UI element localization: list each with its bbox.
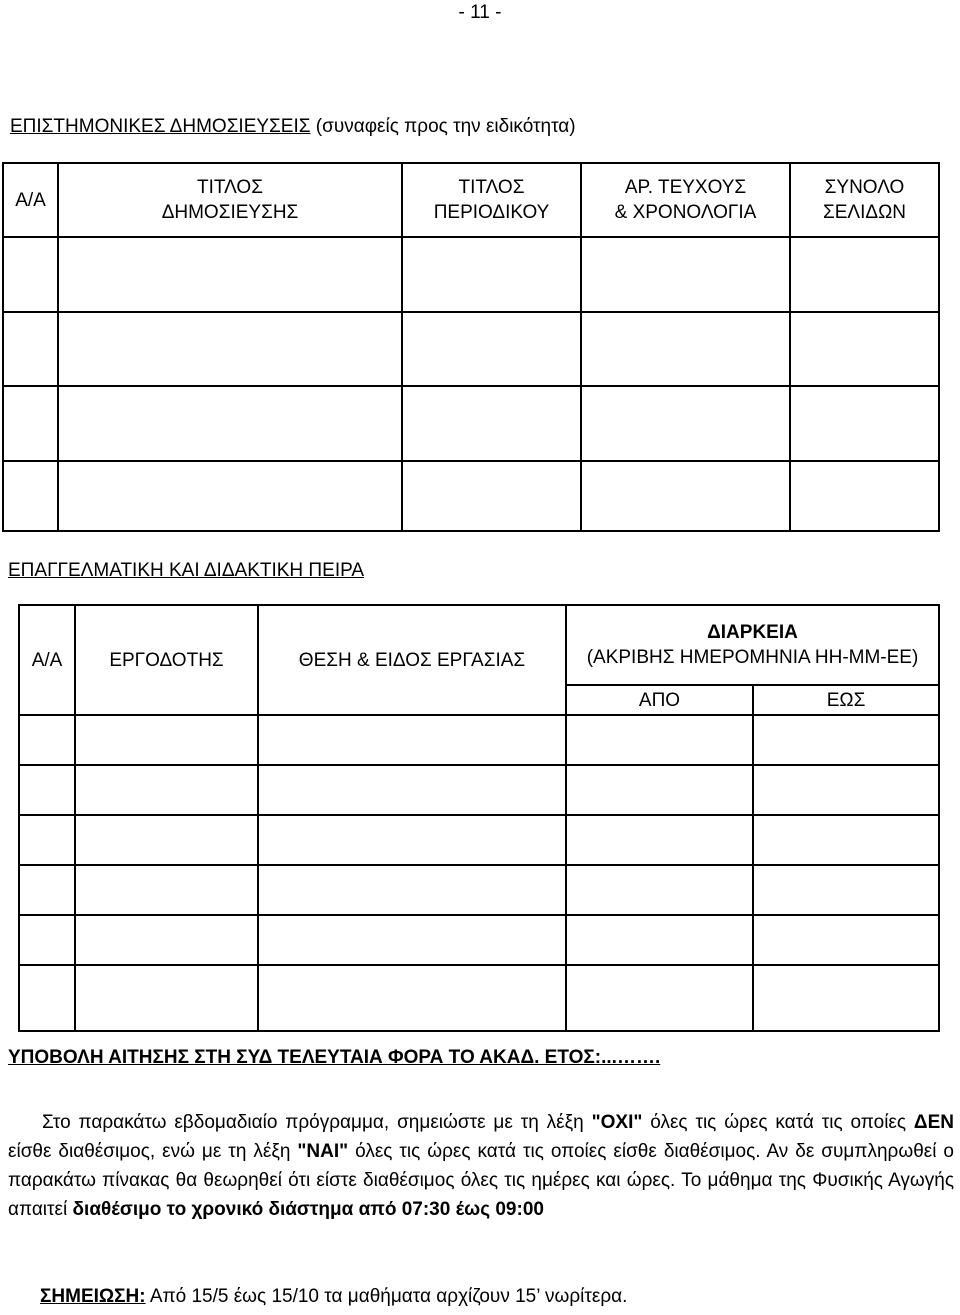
col-duration: ΔΙΑΡΚΕΙΑ (ΑΚΡΙΒΗΣ ΗΜΕΡΟΜΗΝΙΑ ΗΗ-ΜΜ-ΕΕ) [566, 605, 939, 685]
table-row[interactable] [3, 461, 939, 531]
publications-heading [10, 116, 576, 138]
publications-heading-title: ΕΠΙΣΤΗΜΟΝΙΚΕΣ ΔΗΜΟΣΙΕΥΣΕΙΣ [10, 116, 311, 137]
col-employer: ΕΡΓΟΔΟΤΗΣ [75, 605, 258, 715]
table-row[interactable] [19, 765, 939, 815]
note-label: ΣΗΜΕΙΩΣΗ: [40, 1286, 146, 1307]
no-word: "ΟΧΙ" [591, 1112, 643, 1133]
last-submission-label: ΥΠΟΒΟΛΗ ΑΙΤΗΣΗΣ ΣΤΗ ΣΥΔ ΤΕΛΕΥΤΑΙΑ ΦΟΡΑ ΤΟ ΑΚΑΔ. ΕΤΟΣ: [8, 1047, 602, 1068]
experience-heading: ΕΠΑΓΓΕΛΜΑΤΙΚΗ ΚΑΙ ΔΙΔΑΚΤΙΚΗ ΠΕΙΡΑ [8, 560, 365, 581]
table-row[interactable] [19, 915, 939, 965]
experience-header-row [19, 605, 939, 685]
note-text: Από 15/5 έως 15/10 τα μαθήματα αρχίζουν 15’ νωρίτερα. [145, 1286, 628, 1307]
col-total-pages: ΣΥΝΟΛΟ ΣΕΛΙΔΩΝ [790, 163, 939, 237]
table-row[interactable] [3, 237, 939, 312]
publications-header-row [3, 163, 939, 237]
table-row[interactable] [19, 965, 939, 1031]
note [40, 1286, 627, 1308]
table-row[interactable] [19, 715, 939, 765]
col-issue-date: ΑΡ. ΤΕΥΧΟΥΣ & ΧΡΟΝΟΛΟΓΙΑ [581, 163, 790, 237]
col-periodical-title: ΤΙΤΛΟΣ ΠΕΡΙΟΔΙΚΟΥ [402, 163, 581, 237]
table-row[interactable] [3, 386, 939, 461]
publications-heading-note: (συναφείς προς την ειδικότητα) [315, 116, 576, 137]
col-aa: Α/Α [3, 163, 58, 237]
availability-window: διαθέσιμο το χρονικό διάστημα από 07:30 έως 09:00 [72, 1199, 544, 1220]
experience-table [18, 604, 940, 1032]
table-row[interactable] [3, 312, 939, 386]
col-to: ΕΩΣ [753, 685, 939, 715]
col-aa: Α/Α [19, 605, 75, 715]
col-position: ΘΕΣΗ & ΕΙΔΟΣ ΕΡΓΑΣΙΑΣ [258, 605, 566, 715]
last-submission [8, 1047, 660, 1069]
table-row[interactable] [19, 815, 939, 865]
col-publication-title: ΤΙΤΛΟΣ ΔΗΜΟΣΙΕΥΣΗΣ [58, 163, 402, 237]
schedule-instructions: Στο παρακάτω εβδομαδιαίο πρόγραμμα, σημειώστε με τη λέξη "ΟΧΙ" όλες τις ώρες κατά τις οποίες ΔΕΝ είσθε διαθέσιμος, ενώ με τη λέξη "ΝΑΙ" όλες τις ώρες κατά τις οποίες είσθε διαθέσιμος. Αν δε συμπληρωθεί ο παρακάτω πίνακας θα θεωρηθεί ότι είστε διαθέσιμος όλες τις ημέρες και ώρες. Το μάθημα της Φυσικής Αγωγής απαιτεί διαθέσιμο το χρονικό διάστημα από 07:30 έως 09:00 [8, 1112, 954, 1220]
publications-table [2, 162, 940, 532]
page-number: - 11 - [458, 2, 502, 23]
not-word: ΔΕΝ [913, 1112, 954, 1133]
col-from: ΑΠΟ [566, 685, 753, 715]
last-submission-value: ...……. [601, 1047, 661, 1068]
table-row[interactable] [19, 865, 939, 915]
yes-word: "ΝΑΙ" [297, 1141, 349, 1162]
